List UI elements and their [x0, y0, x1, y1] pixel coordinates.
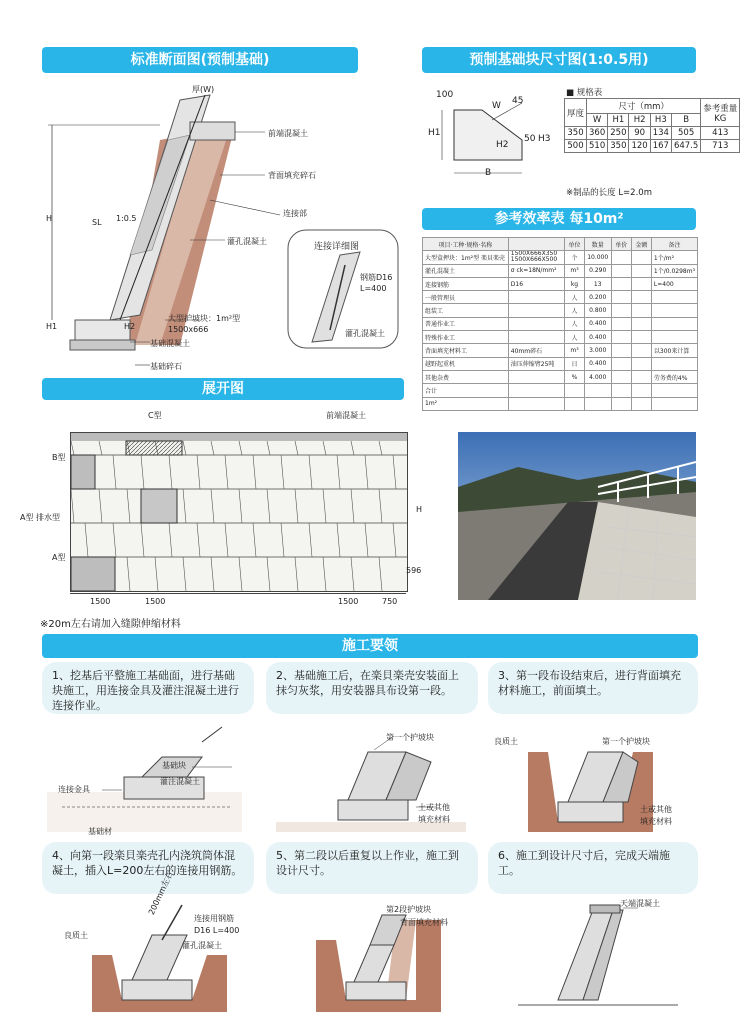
label-base-gravel: 基础碎石	[150, 362, 182, 371]
eff-cell	[565, 384, 584, 397]
elevation-joint	[323, 489, 326, 523]
elevation-joint	[183, 441, 186, 455]
eff-cell	[611, 291, 631, 304]
elevation-joint	[197, 523, 200, 557]
elevation-joint	[365, 455, 368, 489]
elevation-joint	[309, 455, 312, 489]
s4-label: 灌孔混凝土	[182, 941, 222, 950]
elevation-joint	[379, 557, 382, 591]
eff-cell	[508, 291, 565, 304]
spec-sub-header: W	[587, 114, 608, 127]
label-back-fill: 背面填充碎石	[268, 171, 316, 180]
eff-cell	[631, 370, 651, 383]
elevation-joint	[295, 557, 298, 591]
eff-cell	[651, 384, 697, 397]
dim-45: 45	[512, 96, 524, 106]
eff-cell: 日	[565, 357, 584, 370]
banner-block-dimensions: 预制基础块尺寸图(1:0.5用)	[422, 47, 696, 73]
eff-cell	[631, 304, 651, 317]
s4-label: 200mm左右	[146, 869, 175, 917]
eff-cell	[631, 251, 651, 264]
elevation-joint	[211, 489, 214, 523]
elevation-joint	[295, 441, 298, 455]
step-2: 2、基础施工后，在楽貝楽壳安装面上抹匀灰浆，用安装器具布设第一段。	[266, 662, 478, 714]
eff-row	[423, 384, 698, 397]
s6-label: 天端混凝土	[620, 899, 660, 908]
elevation-joint	[71, 441, 74, 455]
eff-row	[423, 370, 698, 383]
label-large-block-size: 1500x666	[168, 325, 209, 334]
spec-cell: 413	[701, 127, 740, 140]
spec-cell: 134	[650, 127, 671, 140]
elevation-joint	[267, 557, 270, 591]
eff-cell	[611, 357, 631, 370]
spec-row	[565, 127, 740, 140]
elevation-joint	[71, 489, 74, 523]
eff-cell	[508, 370, 565, 383]
s2-label: 土或其他	[418, 803, 450, 812]
spec-cell: 350	[608, 140, 629, 153]
spec-cell: 250	[608, 127, 629, 140]
eff-cell: m³	[565, 344, 584, 357]
dim-100: 100	[436, 90, 454, 100]
site-photo	[458, 432, 696, 600]
eff-cell	[508, 304, 565, 317]
spec-cell: 360	[587, 127, 608, 140]
banner-construction: 施工要领	[42, 634, 698, 658]
elevation-joint	[169, 455, 172, 489]
s1-label: 连接金具	[58, 785, 90, 794]
banner-standard-section: 标准断面图(预制基础)	[42, 47, 358, 73]
label-width-w: 厚(W)	[192, 85, 215, 94]
label-sl: SL	[92, 218, 102, 227]
eff-cell: 1个/0.0298m³	[651, 264, 697, 277]
eff-cell: 越野起重机	[423, 357, 509, 370]
eff-cell	[611, 384, 631, 397]
eff-cell	[611, 344, 631, 357]
eff-header: 项目·工种·规格·名称	[423, 238, 509, 251]
eff-cell	[651, 397, 697, 410]
elev-dim-line	[70, 593, 406, 594]
elevation-joint	[239, 441, 242, 455]
eff-cell: 人	[565, 304, 584, 317]
eff-cell	[651, 331, 697, 344]
label-front-concrete: 前端混凝土	[268, 129, 308, 138]
elevation-joint	[379, 441, 382, 455]
elev-b-type: B型	[52, 453, 66, 462]
dim-50: 50	[524, 134, 536, 144]
eff-cell	[611, 370, 631, 383]
label-slope: 1:0.5	[116, 214, 137, 223]
s1-label: 基础材	[88, 827, 112, 836]
elevation-joint	[113, 455, 116, 489]
elevation-joint	[211, 441, 214, 455]
eff-cell: 人	[565, 317, 584, 330]
eff-cell: 个	[565, 251, 584, 264]
elevation-joint	[253, 455, 256, 489]
elevation-joint	[323, 557, 326, 591]
elevation-joint	[365, 523, 368, 557]
dim-w: W	[492, 101, 501, 111]
spec-sub-header: H2	[629, 114, 650, 127]
elev-h: H	[416, 505, 423, 514]
label-large-block: 大型护坡块：1m²型	[168, 314, 241, 323]
elevation-joint	[309, 523, 312, 557]
elevation-joint	[351, 489, 354, 523]
spec-cell: 647.5	[671, 140, 700, 153]
elev-dim: 750	[382, 597, 398, 606]
spec-sub-header: H3	[650, 114, 671, 127]
eff-cell	[508, 397, 565, 410]
elevation-joint	[239, 557, 242, 591]
elevation-joint	[323, 441, 326, 455]
s3-label: 第一个护坡块	[602, 737, 650, 746]
spec-table	[564, 98, 740, 153]
s4-label: D16 L=400	[194, 926, 240, 935]
spec-cell: 510	[587, 140, 608, 153]
elevation-joint	[225, 455, 228, 489]
eff-cell: 0.200	[584, 291, 611, 304]
elevation-joint	[211, 557, 214, 591]
elevation-joint	[337, 523, 340, 557]
eff-cell	[611, 251, 631, 264]
eff-cell: 普通作业工	[423, 317, 509, 330]
elevation-joint	[183, 489, 186, 523]
eff-cell	[651, 291, 697, 304]
elevation-wall	[70, 432, 408, 592]
eff-cell: σ ck=18N/mm²	[508, 264, 565, 277]
spec-sub-header: B	[671, 114, 700, 127]
s4-label: 良质土	[64, 931, 88, 940]
elevation-joint	[393, 455, 396, 489]
spec-cell: 713	[701, 140, 740, 153]
elev-a-type: A型	[52, 553, 66, 562]
eff-header: 数量	[584, 238, 611, 251]
elevation-joint	[127, 557, 130, 591]
eff-cell: 0.400	[584, 317, 611, 330]
eff-cell	[611, 397, 631, 410]
eff-cell	[584, 397, 611, 410]
spec-col-thickness: 厚度	[565, 99, 587, 127]
s3-label: 良质土	[494, 737, 518, 746]
eff-cell	[631, 397, 651, 410]
spec-cell: 350	[565, 127, 587, 140]
elevation-joint	[99, 441, 102, 455]
elevation-joint	[267, 489, 270, 523]
s5-label: 第2段护坡块	[386, 905, 432, 914]
eff-header: 备注	[651, 238, 697, 251]
spec-sub-header: H1	[608, 114, 629, 127]
spec-note: ※制品的长度 L=2.0m	[566, 188, 652, 198]
eff-row	[423, 357, 698, 370]
s2-label: 填充材料	[418, 815, 450, 824]
eff-cell: 0.400	[584, 331, 611, 344]
elevation-joint	[267, 441, 270, 455]
eff-cell	[611, 317, 631, 330]
elevation-joint	[351, 557, 354, 591]
eff-cell: 1m²	[423, 397, 509, 410]
elevation-joint	[141, 523, 144, 557]
spec-col-weight: 参考重量KG	[701, 99, 740, 127]
s5-label: 背面填充材料	[400, 918, 448, 927]
eff-cell	[631, 384, 651, 397]
dim-b: B	[485, 168, 492, 178]
step-1: 1、挖基后平整施工基础面，进行基础块施工，用连接金具及灌注混凝土进行连接作业。	[42, 662, 254, 714]
eff-row	[423, 397, 698, 410]
elevation-joint	[281, 455, 284, 489]
eff-cell	[651, 304, 697, 317]
eff-cell	[565, 397, 584, 410]
eff-row	[423, 277, 698, 290]
eff-cell: 13	[584, 277, 611, 290]
eff-row	[423, 251, 698, 264]
spec-cell: 90	[629, 127, 650, 140]
elevation-joint	[281, 523, 284, 557]
spec-cell: 120	[629, 140, 650, 153]
elevation-joint	[85, 523, 88, 557]
elev-dim: 1500	[338, 597, 359, 606]
label-rebar: 钢筋D16	[360, 273, 393, 282]
label-h: H	[46, 214, 53, 223]
spec-cell: 167	[650, 140, 671, 153]
eff-cell: 以300来计算	[651, 344, 697, 357]
spec-table-title: ■ 规格表	[566, 88, 603, 98]
eff-cell	[611, 304, 631, 317]
eff-cell	[651, 317, 697, 330]
eff-header: 单位	[565, 238, 584, 251]
banner-elevation: 展开图	[42, 378, 404, 400]
eff-cell: 大型盒押块：1m²型 楽貝楽壳	[423, 251, 509, 264]
eff-cell	[508, 331, 565, 344]
step-1-illustration	[42, 722, 254, 837]
elevation-joint	[197, 455, 200, 489]
label-joint: 连接部	[283, 209, 307, 218]
dim-h1: H1	[428, 128, 441, 138]
elevation-joint	[351, 441, 354, 455]
eff-cell	[631, 357, 651, 370]
eff-cell: kg	[565, 277, 584, 290]
eff-cell	[611, 331, 631, 344]
eff-cell	[584, 384, 611, 397]
label-rebar-length: L=400	[360, 284, 387, 293]
step-5: 5、第二段以后重复以上作业，施工到设计尺寸。	[266, 842, 478, 894]
eff-cell: 4.000	[584, 370, 611, 383]
eff-cell: 组装工	[423, 304, 509, 317]
eff-cell: 10.000	[584, 251, 611, 264]
elevation-joint	[169, 523, 172, 557]
label-detail-grout: 灌孔混凝土	[345, 329, 385, 338]
elev-c-type: C型	[148, 411, 162, 420]
label-h1: H1	[46, 322, 58, 331]
eff-cell: D16	[508, 277, 565, 290]
elevation-joint	[225, 523, 228, 557]
eff-cell	[631, 344, 651, 357]
eff-cell: 人	[565, 331, 584, 344]
eff-cell	[611, 264, 631, 277]
spec-row	[565, 140, 740, 153]
elev-596: 596	[406, 566, 422, 575]
elevation-joint	[393, 523, 396, 557]
elev-note: ※20m左右请加入缝隙伸缩材料	[40, 619, 181, 630]
eff-row	[423, 344, 698, 357]
elevation-joint	[239, 489, 242, 523]
eff-cell	[631, 331, 651, 344]
eff-cell: 油压伸缩臂25吨	[508, 357, 565, 370]
spec-cell: 505	[671, 127, 700, 140]
eff-row	[423, 304, 698, 317]
eff-cell: 灌孔混凝土	[423, 264, 509, 277]
s3-label: 填充材料	[640, 817, 672, 826]
efficiency-table	[422, 237, 698, 411]
spec-col-size: 尺寸（mm）	[587, 99, 701, 114]
eff-cell: 劳务费的4%	[651, 370, 697, 383]
eff-cell	[508, 384, 565, 397]
eff-cell	[631, 277, 651, 290]
elev-a-type-drain: A型 排水型	[20, 513, 61, 522]
elevation-joint	[295, 489, 298, 523]
elev-dim: 1500	[90, 597, 111, 606]
eff-cell: 人	[565, 291, 584, 304]
eff-header: 单价	[611, 238, 631, 251]
eff-cell	[631, 291, 651, 304]
elev-dim: 1500	[145, 597, 166, 606]
elevation-joint	[155, 557, 158, 591]
eff-cell: 1500X666X350 1500X666X500	[508, 251, 565, 264]
elevation-joint	[337, 455, 340, 489]
elevation-joint	[183, 557, 186, 591]
eff-cell: 0.800	[584, 304, 611, 317]
s1-label: 灌注混凝土	[160, 777, 200, 786]
s3-label: 土或其他	[640, 805, 672, 814]
step-6: 6、施工到设计尺寸后，完成天端施工。	[488, 842, 698, 894]
elevation-joint	[113, 523, 116, 557]
eff-cell	[631, 264, 651, 277]
eff-cell: 3.000	[584, 344, 611, 357]
step-4: 4、向第一段楽貝楽壳孔内浇筑筒体混凝土，插入L=200左右的连接用钢筋。	[42, 842, 254, 894]
eff-cell: 0.290	[584, 264, 611, 277]
eff-row	[423, 317, 698, 330]
eff-header	[508, 238, 565, 251]
eff-cell: 40mm碎石	[508, 344, 565, 357]
eff-cell: 其他杂费	[423, 370, 509, 383]
s1-label: 基础块	[162, 761, 186, 770]
dim-h2: H2	[496, 140, 509, 150]
eff-cell: 连接钢筋	[423, 277, 509, 290]
s4-label: 连接用钢筋	[194, 914, 234, 923]
eff-row	[423, 331, 698, 344]
elevation-joint	[99, 489, 102, 523]
eff-cell: L=400	[651, 277, 697, 290]
eff-cell: 一般管理员	[423, 291, 509, 304]
eff-row	[423, 291, 698, 304]
step-3: 3、第一段布设结束后，进行背面填充材料施工，前面填土。	[488, 662, 698, 714]
eff-cell	[611, 277, 631, 290]
label-grout: 灌孔混凝土	[227, 237, 267, 246]
eff-cell: m³	[565, 264, 584, 277]
eff-cell	[508, 317, 565, 330]
dim-h3: H3	[538, 134, 551, 144]
banner-efficiency: 参考效率表 每10m²	[422, 208, 696, 230]
elev-front-concrete: 前端混凝土	[326, 411, 366, 420]
eff-cell: 背面填充材料工	[423, 344, 509, 357]
eff-cell: 0.400	[584, 357, 611, 370]
eff-cell	[651, 357, 697, 370]
elevation-joint	[127, 489, 130, 523]
label-base-concrete: 基础混凝土	[150, 339, 190, 348]
label-detail-title: 连接详细图	[314, 242, 360, 252]
eff-header: 金额	[631, 238, 651, 251]
eff-cell: %	[565, 370, 584, 383]
label-h2: H2	[124, 322, 136, 331]
elevation-joint	[141, 455, 144, 489]
eff-cell	[631, 317, 651, 330]
elevation-joint	[379, 489, 382, 523]
eff-cell: 合计	[423, 384, 509, 397]
elevation-joint	[253, 523, 256, 557]
spec-cell: 500	[565, 140, 587, 153]
step-6-illustration	[488, 900, 698, 1015]
s2-label: 第一个护坡块	[386, 733, 434, 742]
eff-cell: 1个/m²	[651, 251, 697, 264]
eff-cell: 特殊作业工	[423, 331, 509, 344]
eff-row	[423, 264, 698, 277]
